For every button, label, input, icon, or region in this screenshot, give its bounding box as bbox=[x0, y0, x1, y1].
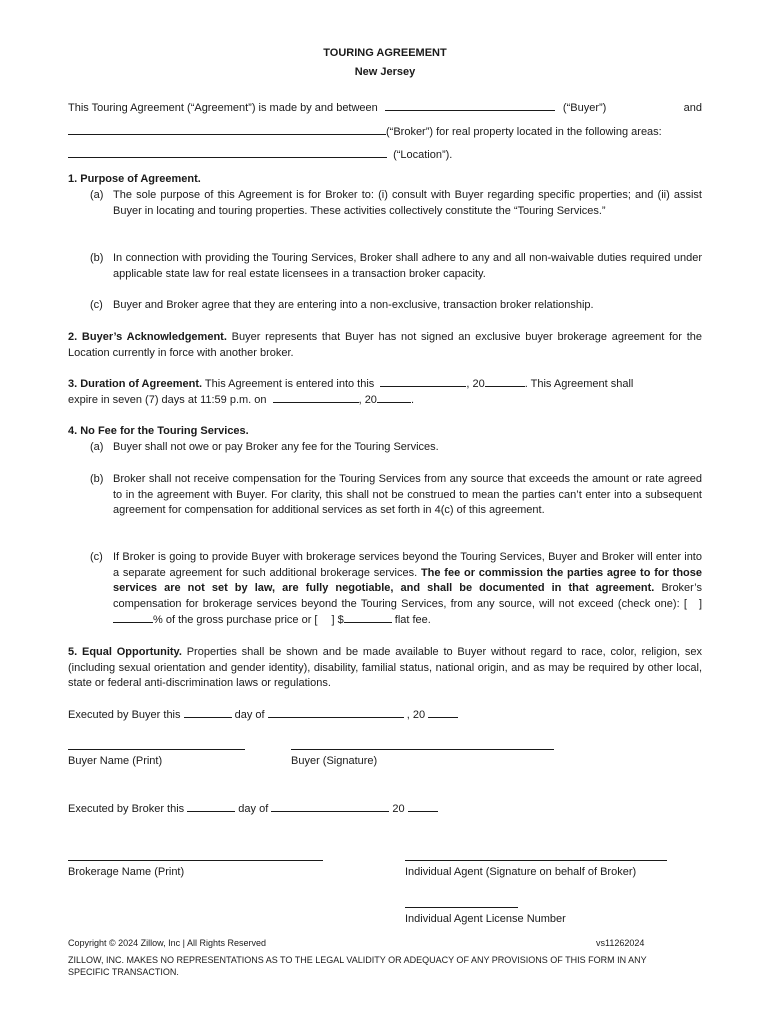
buyer-name-blank[interactable] bbox=[385, 101, 555, 111]
buyer-name-label: Buyer Name (Print) bbox=[68, 755, 163, 767]
brokerage-name-label: Brokerage Name (Print) bbox=[68, 866, 185, 878]
buyer-exec-month-blank[interactable] bbox=[268, 708, 404, 718]
section-1a bbox=[90, 188, 702, 236]
agent-license-label: Individual Agent License Number bbox=[405, 913, 566, 925]
section-3-line-1 bbox=[68, 377, 702, 393]
day-of-text: day of bbox=[238, 803, 269, 815]
section-2-text: Buyer represents that Buyer has not signed an exclusive buyer brokerage agreement for the Location currently in force with another broker. bbox=[68, 331, 702, 359]
dollar-sign: ] $ bbox=[331, 613, 344, 626]
section-4a bbox=[90, 440, 702, 456]
agent-signature-line[interactable] bbox=[405, 860, 667, 861]
broker-name-blank[interactable] bbox=[68, 125, 386, 135]
buyer-exec-day-blank[interactable] bbox=[184, 708, 232, 718]
section-3-text: This Agreement is entered into this bbox=[204, 378, 375, 390]
section-1-heading: 1. Purpose of Agreement. bbox=[68, 173, 201, 185]
location-blank[interactable] bbox=[68, 148, 387, 158]
buyer-exec-text: Executed by Buyer this bbox=[68, 709, 181, 721]
section-2 bbox=[68, 330, 702, 361]
item-text: Broker shall not receive compensation for the Touring Services from any source that exceeds the amount or rate agreed to in the agreement with Buyer. For clarity, this shall not be construed to mean the parties can’t enter into a subsequent agreement for compensation for additional services as set forth in 4(c) of this agreement. bbox=[113, 473, 702, 517]
item-text: The sole purpose of this Agreement is for Broker to: (i) consult with Buyer regarding specific properties; and (ii) assist Buyer in locating and touring properties. These activities collectively constitute the “Touring Services.” bbox=[113, 189, 702, 217]
brokerage-name-line[interactable] bbox=[68, 860, 323, 861]
item-text: In connection with providing the Touring Services, Broker shall adhere to any and all non-waivable duties required under applicable state law for real estate licensees in a transaction broker capacity. bbox=[113, 252, 702, 280]
buyer-execution-line bbox=[68, 708, 702, 724]
item-text: Buyer shall not owe or pay Broker any fee for the Touring Services. bbox=[113, 441, 439, 453]
broker-execution-line bbox=[68, 802, 702, 818]
year-prefix: , 20 bbox=[358, 394, 377, 406]
bracket: ] bbox=[698, 598, 702, 611]
flat-fee-blank[interactable] bbox=[344, 613, 392, 623]
expiry-year-blank[interactable] bbox=[377, 393, 411, 403]
section-5 bbox=[68, 645, 702, 692]
expiry-date-blank[interactable] bbox=[273, 393, 359, 403]
section-4b bbox=[90, 472, 702, 536]
section-2-heading: 2. Buyer’s Acknowledgement. bbox=[68, 331, 227, 343]
version-code: vs11262024 bbox=[596, 938, 645, 948]
period: . bbox=[410, 394, 414, 406]
year-prefix: , 20 bbox=[466, 378, 485, 390]
copyright-text: Copyright © 2024 Zillow, Inc | All Rights Reserved bbox=[68, 938, 267, 948]
item-text-part: If Broker is going to provide Buyer with brokerage services beyond the Touring Services, Buyer and Broker will enter into a separate agreement for such additional brokerage services. bbox=[113, 551, 702, 579]
item-label: (a) bbox=[90, 441, 104, 453]
section-5-heading: 5. Equal Opportunity. bbox=[68, 646, 182, 658]
item-label: (c) bbox=[90, 299, 103, 311]
section-1c bbox=[90, 298, 702, 314]
intro-line-2 bbox=[68, 125, 702, 141]
day-of-text: day of bbox=[234, 709, 265, 721]
document-title: TOURING AGREEMENT bbox=[323, 47, 447, 59]
item-text: Buyer and Broker agree that they are entering into a non-exclusive, transaction broker relationship. bbox=[113, 299, 594, 311]
section-4c bbox=[90, 550, 702, 630]
intro-and: and bbox=[683, 102, 702, 114]
item-label: (c) bbox=[90, 551, 103, 563]
disclaimer-line-2: SPECIFIC TRANSACTION. bbox=[68, 967, 179, 977]
buyer-defined-term: (“Buyer”) bbox=[562, 102, 607, 114]
section-3-line-2 bbox=[68, 393, 702, 409]
broker-defined-term: (“Broker”) for real property located in the following areas: bbox=[386, 126, 662, 138]
document-subtitle: New Jersey bbox=[354, 66, 416, 78]
disclaimer-line-1: ZILLOW, INC. MAKES NO REPRESENTATIONS AS TO THE LEGAL VALIDITY OR ADEQUACY OF ANY PROVISIONS OF THIS FORM IN ANY bbox=[68, 955, 647, 965]
start-year-blank[interactable] bbox=[485, 377, 525, 387]
percent-blank[interactable] bbox=[113, 613, 153, 623]
section-1b bbox=[90, 251, 702, 283]
disclaimer bbox=[68, 954, 702, 978]
item-text-part: % of the gross purchase price or [ bbox=[153, 613, 318, 626]
broker-exec-text: Executed by Broker this bbox=[68, 803, 185, 815]
section-3-text-end: . This Agreement shall bbox=[524, 378, 634, 390]
item-label: (a) bbox=[90, 189, 104, 201]
broker-exec-day-blank[interactable] bbox=[187, 802, 235, 812]
year-prefix: 20 bbox=[392, 803, 405, 815]
section-5-text: Properties shall be shown and be made available to Buyer without regard to race, color, religion, sex (including sexual orientation and gender identity), disability, familial status, national origin, and as may be required by other local, state or federal anti-discrimination laws or regulations. bbox=[68, 646, 702, 690]
broker-exec-year-blank[interactable] bbox=[408, 802, 438, 812]
intro-line-3 bbox=[68, 148, 702, 164]
buyer-exec-year-blank[interactable] bbox=[428, 708, 458, 718]
buyer-signature-line[interactable] bbox=[291, 749, 554, 750]
item-label: (b) bbox=[90, 473, 104, 485]
item-label: (b) bbox=[90, 252, 104, 264]
agent-license-line[interactable] bbox=[405, 907, 518, 908]
year-prefix: , 20 bbox=[406, 709, 426, 721]
item-text-bold: The fee or commission the parties agree to for those services are not set by law, are fully negotiable, and shall be documented in that agreement. bbox=[113, 566, 702, 595]
start-date-blank[interactable] bbox=[380, 377, 466, 387]
intro-text: This Touring Agreement (“Agreement”) is made by and between bbox=[68, 102, 378, 114]
item-text-part: Broker’s compensation for brokerage services beyond the Touring Services, from any source, will not exceed (check one): [ bbox=[113, 582, 702, 611]
buyer-signature-label: Buyer (Signature) bbox=[291, 755, 378, 767]
item-text-part: flat fee. bbox=[394, 613, 431, 626]
buyer-name-signature-line[interactable] bbox=[68, 749, 245, 750]
item-text bbox=[113, 550, 702, 629]
broker-exec-month-blank[interactable] bbox=[271, 802, 389, 812]
location-defined-term: (“Location”). bbox=[393, 149, 453, 161]
agent-signature-label: Individual Agent (Signature on behalf of Broker) bbox=[405, 866, 637, 878]
expiry-text: expire in seven (7) days at 11:59 p.m. on bbox=[68, 394, 267, 406]
section-4-heading: 4. No Fee for the Touring Services. bbox=[68, 425, 249, 437]
intro-line-1 bbox=[68, 101, 702, 117]
section-3-heading: 3. Duration of Agreement. bbox=[68, 378, 203, 390]
